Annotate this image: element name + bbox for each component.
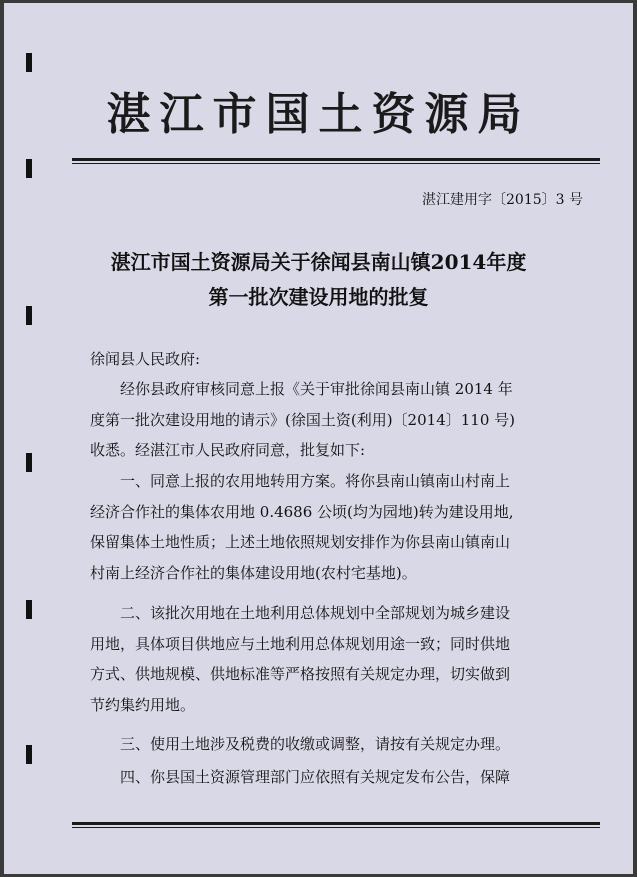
paragraph-intro [90,374,554,466]
body-line: 度第一批次建设用地的请示》(徐国土资(利用)〔2014〕110 号) [90,410,515,429]
binding-mark [26,600,32,619]
document-title-line-2: 第一批次建设用地的批复 [208,285,429,309]
binding-mark [26,453,32,472]
binding-mark [26,53,32,72]
header-rule [72,158,600,164]
body-line: 保留集体土地性质；上述土地依照规划安排作为你县南山镇南山 [90,533,511,551]
paragraph-item-3 [90,729,554,760]
paragraph-item-4 [90,762,554,793]
body-line: 节约集约用地。 [90,695,196,714]
document-page [4,3,633,874]
body-line: 用地，具体项目供地应与土地利用总体规划用途一致；同时供地 [90,634,511,653]
document-number: 湛江建用字〔2015〕3 号 [422,192,583,208]
binding-mark [26,159,32,178]
body-line: 四、你县国土资源管理部门应依照有关规定发布公告，保障 [120,768,511,786]
issuer-header: 湛江市国土资源局 [106,89,531,140]
body-line: 经你县政府审核同意上报《关于审批徐闻县南山镇 2014 年 [120,380,513,398]
footer-rule [72,822,600,828]
paragraph-item-2 [90,598,554,720]
body-line: 一、同意上报的农用地转用方案。将你县南山镇南山村南上 [120,472,511,490]
binding-mark [26,745,32,764]
document-title-line-1: 湛江市国土资源局关于徐闻县南山镇2014年度 [110,250,527,274]
salutation: 徐闻县人民政府: [90,350,201,368]
paragraph-item-1 [90,466,554,588]
body-line: 经济合作社的集体农用地 0.4686 公顷(均为园地)转为建设用地, [90,502,514,521]
body-line: 村南上经济合作社的集体建设用地(农村宅基地)。 [90,563,417,582]
body-line: 二、该批次用地在土地利用总体规划中全部规划为城乡建设 [120,604,511,622]
body-line: 三、使用土地涉及税费的收缴或调整，请按有关规定办理。 [120,735,511,753]
body-line: 收悉。经湛江市人民政府同意，批复如下: [90,441,366,459]
body-line: 方式、供地规模、供地标准等严格按照有关规定办理，切实做到 [90,665,511,683]
